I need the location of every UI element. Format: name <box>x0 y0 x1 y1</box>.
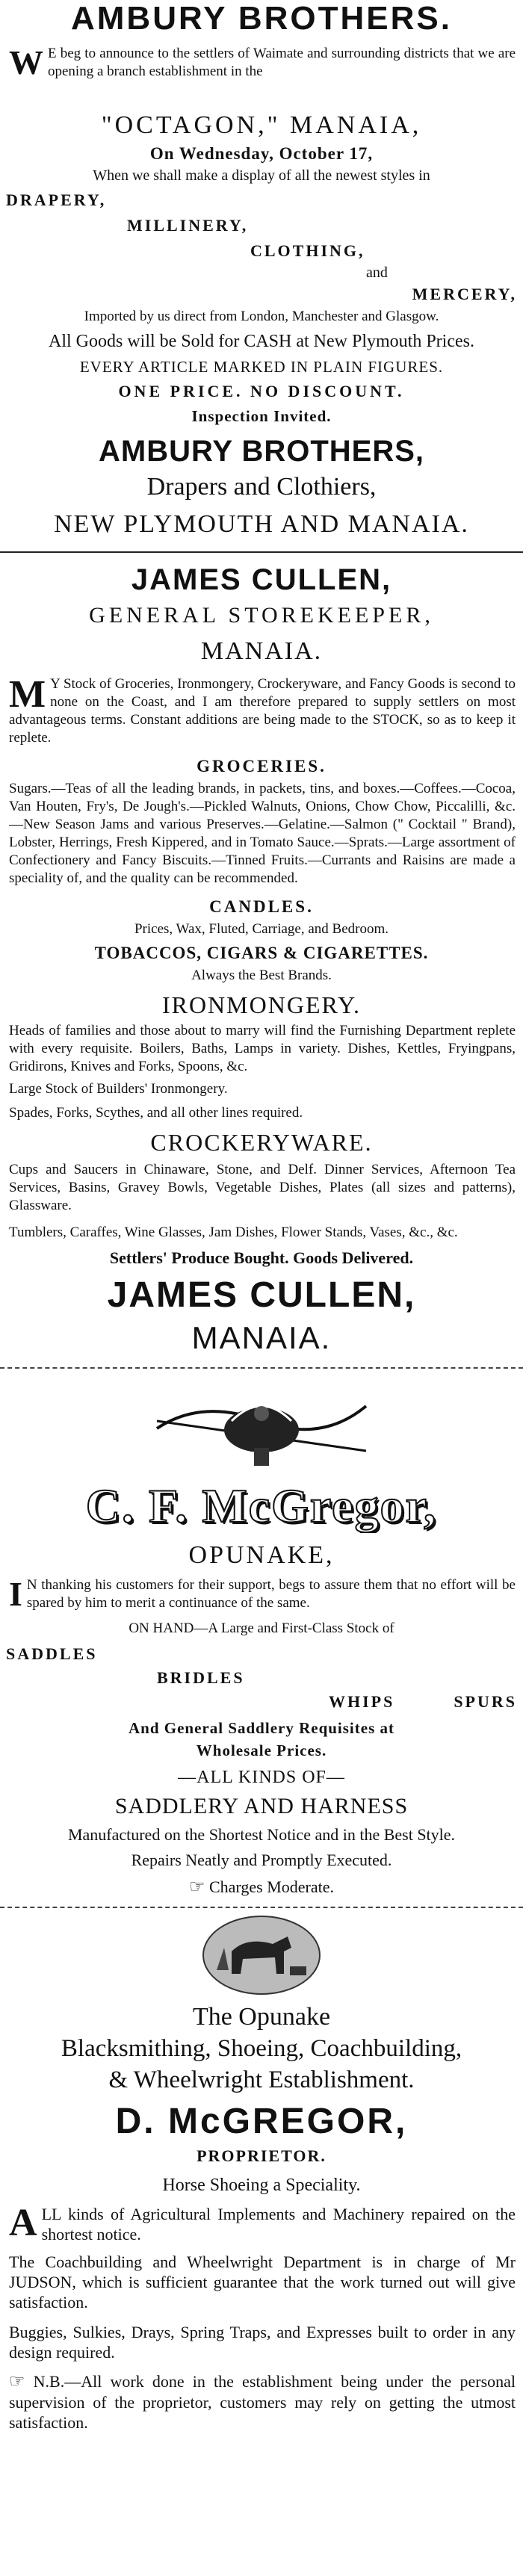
charges-line <box>6 1877 517 1898</box>
item-saddles: SADDLES <box>6 1644 98 1663</box>
tobacco-heading: TOBACCOS, CIGARS & CIGARETTES. <box>94 944 429 962</box>
saddlery-line: SADDLERY AND HARNESS <box>114 1794 409 1818</box>
mcgregor-title: C. F. McGregor, <box>85 1479 438 1532</box>
sign-name: AMBURY BROTHERS, <box>98 435 425 468</box>
all-kinds-text: LL kinds of Agricultural Implements and Machinery repaired on the shortest notice. <box>41 2205 516 2244</box>
cullen-title: JAMES CULLEN, <box>131 563 392 596</box>
one-price-line: ONE PRICE. NO DISCOUNT. <box>118 382 405 400</box>
date: On Wednesday, October 17, <box>149 144 374 163</box>
goods-mercery: MERCERY, <box>412 285 517 303</box>
nb-para <box>9 2371 516 2434</box>
item-bridles: BRIDLES <box>157 1668 245 1687</box>
stirrup-icon <box>254 1448 269 1466</box>
tobacco-text: Always the Best Brands. <box>191 967 332 983</box>
cullen-sign-name: JAMES CULLEN, <box>107 1275 416 1315</box>
item-spurs: SPURS <box>454 1692 517 1711</box>
inspection-line: Inspection Invited. <box>191 407 332 425</box>
cullen-intro-text: Y Stock of Groceries, Ironmongery, Crockeryware, and Fancy Goods is second to none on the Coast, and I am therefore prepared to supply settlers on most advantageous terms. Constant additions are being made to the STOCK, so as to keep it replete. <box>9 676 516 746</box>
tumblers-text: Tumblers, Caraffes, Wine Glasses, Jam Dishes, Flower Stands, Vases, &c., &c. <box>9 1224 458 1240</box>
manufactured-line: Manufactured on the Shortest Notice and in the Best Style. <box>67 1825 456 1844</box>
on-hand-line: ON HAND—A Large and First-Class Stock of <box>129 1620 394 1636</box>
column-rule <box>0 1907 523 1908</box>
produce-line: Settlers' Produce Bought. Goods Delivered. <box>109 1248 414 1267</box>
nb-text: N.B.—All work done in the establishment being under the personal supervision of the proprietor, customers may rely on getting the utmost satisfaction. <box>9 2372 516 2432</box>
groceries-text: Sugars.—Teas of all the leading brands, in packets, tins, and boxes.—Coffees.—Cocoa, Van Houten, Fry's, De Jough's.—Pickled Walnuts, Onions, Chow Chow, Piccalilli, &c.—New Season Jams and various Preserves.—Gelatine.—Salmon (" Cocktail " Brand), Lobster, Herrings, Fresh Kippered, and in Tomato Sauce.—Sprats.—Large assortment of Confectionery and Fancy Biscuits.—Tinned Fruits.—Currants and Raisins are made a speciality of, and the quality can be recommended. <box>9 781 516 886</box>
dmcgregor-name: D. McGREGOR, <box>115 2102 408 2141</box>
marked-line: EVERY ARTICLE MARKED IN PLAIN FIGURES. <box>79 358 444 376</box>
wholesale-line: Wholesale Prices. <box>196 1741 327 1759</box>
goods-millinery: MILLINERY, <box>127 216 249 235</box>
anvil-icon <box>290 1966 306 1975</box>
item-whips: WHIPS <box>329 1692 395 1711</box>
crock-heading: CROCKERYWARE. <box>150 1129 373 1156</box>
all-kinds-para <box>9 2204 516 2244</box>
cullen-sign-place: MANAIA. <box>191 1320 332 1355</box>
establishment-line-2: & Wheelwright Establishment. <box>108 2066 415 2093</box>
all-kinds-line: —ALL KINDS OF— <box>178 1768 345 1787</box>
drop-cap: I <box>9 1575 22 1613</box>
charges-text: Charges Moderate. <box>209 1877 334 1896</box>
cullen-subtitle: GENERAL STOREKEEPER, <box>89 603 434 628</box>
intro-line-2: that we are opening a branch establishment in the <box>48 46 516 79</box>
iron-heading: IRONMONGERY. <box>161 991 362 1018</box>
proprietor-line: PROPRIETOR. <box>196 2146 327 2165</box>
goods-clothing: CLOTHING, <box>250 241 365 260</box>
general-line: And General Saddlery Requisites at <box>128 1719 394 1737</box>
sign-trade: Drapers and Clothiers, <box>146 473 377 501</box>
goods-drapery: DRAPERY, <box>6 191 107 209</box>
candles-heading: CANDLES. <box>209 897 314 916</box>
spades-text: Spades, Forks, Scythes, and all other lines required. <box>9 1105 303 1121</box>
iron-text: Heads of families and those about to marry will find the Furnishing Department replete with every requisite. Boilers, Baths, Lamps in variety. Dishes, Kettles, Fryingpans, Gridirons, Knives and Forks, Spoons, &c. <box>9 1023 516 1074</box>
opunake-line: The Opunake <box>192 2003 331 2031</box>
mcgregor-intro-text: N thanking his customers for their support, begs to assure them that no effort will be spared by him to merit a continuance of the same. <box>26 1577 516 1611</box>
imported-line: Imported by us direct from London, Manchester and Glasgow. <box>84 309 439 324</box>
crock-text: Cups and Saucers in Chinaware, Stone, and Delf. Dinner Services, Afternoon Tea Services, Basins, Gravey Bowls, Vegetable Dishes, Plates (all sizes and patterns), Glassware. <box>9 1162 516 1213</box>
ad-intro <box>9 45 516 81</box>
cullen-intro <box>9 675 516 750</box>
column-rule <box>0 551 523 553</box>
cullen-place: MANAIA. <box>200 637 323 665</box>
goods-and: and <box>366 264 388 281</box>
saddle-illustration <box>142 1376 381 1473</box>
mcgregor-place: OPUNAKE, <box>188 1541 335 1569</box>
candles-text: Prices, Wax, Fluted, Carriage, and Bedroom. <box>134 921 389 937</box>
coach-para: The Coachbuilding and Wheelwright Department is in charge of Mr JUDSON, which is sufficient guarantee that the work turned out will give satisfaction. <box>9 2253 516 2312</box>
venue: "OCTAGON," MANAIA, <box>101 111 422 139</box>
display-line: When we shall make a display of all the newest styles in <box>93 167 430 184</box>
repairs-line: Repairs Neatly and Promptly Executed. <box>131 1851 392 1869</box>
intro-line-1: E beg to announce to the settlers of Waimate and surrounding districts <box>48 46 449 61</box>
horse-line: Horse Shoeing a Speciality. <box>162 2176 361 2195</box>
drop-cap: A <box>9 2202 37 2244</box>
drop-cap: M <box>9 675 46 716</box>
groceries-heading: GROCERIES. <box>196 757 327 775</box>
pointing-hand-icon: ☞ <box>188 1877 205 1897</box>
establishment-line-1: Blacksmithing, Shoeing, Coachbuilding, <box>61 2035 462 2062</box>
sign-place: NEW PLYMOUTH AND MANAIA. <box>54 510 469 538</box>
column-rule <box>0 1367 523 1369</box>
ad-title: AMBURY BROTHERS. <box>70 0 453 37</box>
builders-text: Large Stock of Builders' Ironmongery. <box>9 1081 228 1097</box>
pointing-hand-icon: ☞ <box>9 2372 25 2391</box>
buggies-para: Buggies, Sulkies, Drays, Spring Traps, and Expresses built to order in any design required. <box>9 2323 516 2362</box>
cash-line: All Goods will be Sold for CASH at New Plymouth Prices. <box>49 332 474 351</box>
mcgregor-intro <box>9 1576 516 1612</box>
blacksmith-illustration <box>202 1914 321 1996</box>
drop-cap: W <box>9 43 43 81</box>
